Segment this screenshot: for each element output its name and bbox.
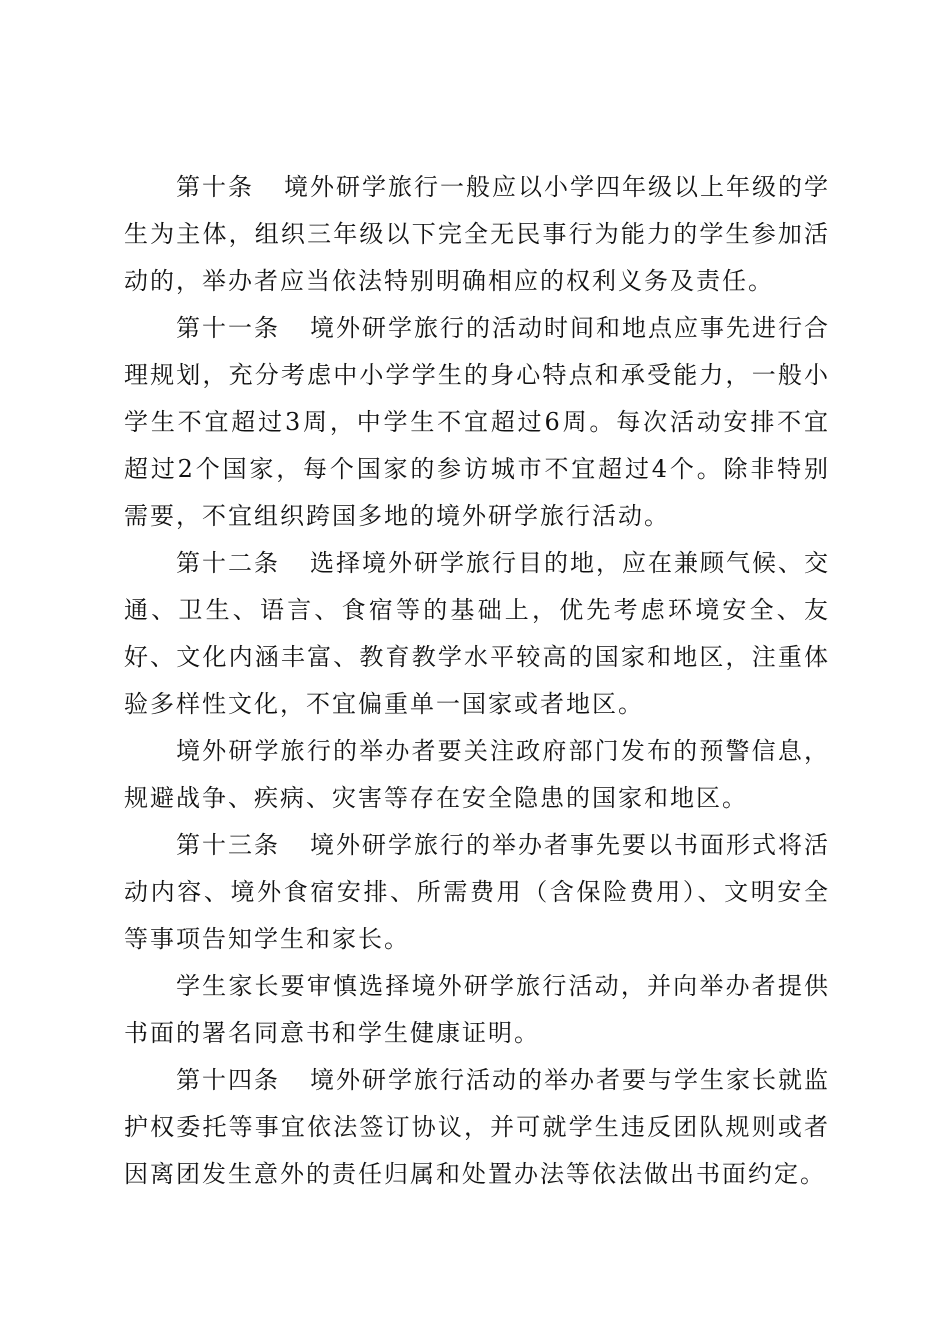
- article-14-heading: 第十四条: [176, 1066, 280, 1094]
- article-11-paragraph: [124, 305, 830, 540]
- article-11-heading: 第十一条: [176, 314, 280, 342]
- article-10-heading: 第十条: [176, 173, 254, 201]
- article-12-text: 选择境外研学旅行目的地，应在兼顾气候、交通、卫生、语言、食宿等的基础上，优先考虑环境安全、友好、文化内涵丰富、教育教学水平较高的国家和地区，注重体验多样性文化，不宜偏重单一国家或者地区。: [124, 549, 830, 718]
- article-11-text: 境外研学旅行的活动时间和地点应事先进行合理规划，充分考虑中小学学生的身心特点和承受能力，一般小学生不宜超过3周，中学生不宜超过6周。每次活动安排不宜超过2个国家，每个国家的参访城市不宜超过4个。除非特别需要，不宜组织跨国多地的境外研学旅行活动。: [124, 314, 830, 530]
- document-body: [124, 164, 830, 1198]
- article-14-text: 境外研学旅行活动的举办者要与学生家长就监护权委托等事宜依法签订协议，并可就学生违反团队规则或者因离团发生意外的责任归属和处置办法等依法做出书面约定。: [124, 1066, 830, 1188]
- article-13-paragraph: [124, 822, 830, 963]
- article-13-second-paragraph: [124, 963, 830, 1057]
- article-10-paragraph: [124, 164, 830, 305]
- article-12-second-text: 境外研学旅行的举办者要关注政府部门发布的预警信息，规避战争、疾病、灾害等存在安全隐患的国家和地区。: [124, 737, 830, 812]
- article-13-text: 境外研学旅行的举办者事先要以书面形式将活动内容、境外食宿安排、所需费用（含保险费用）、文明安全等事项告知学生和家长。: [124, 831, 830, 953]
- article-12-second-paragraph: [124, 728, 830, 822]
- article-10-text: 境外研学旅行一般应以小学四年级以上年级的学生为主体，组织三年级以下完全无民事行为能力的学生参加活动的，举办者应当依法特别明确相应的权利义务及责任。: [124, 173, 830, 295]
- article-12-paragraph: [124, 540, 830, 728]
- article-13-heading: 第十三条: [176, 831, 280, 859]
- article-14-paragraph: [124, 1057, 830, 1198]
- article-12-heading: 第十二条: [176, 549, 280, 577]
- article-13-second-text: 学生家长要审慎选择境外研学旅行活动，并向举办者提供书面的署名同意书和学生健康证明。: [124, 972, 830, 1047]
